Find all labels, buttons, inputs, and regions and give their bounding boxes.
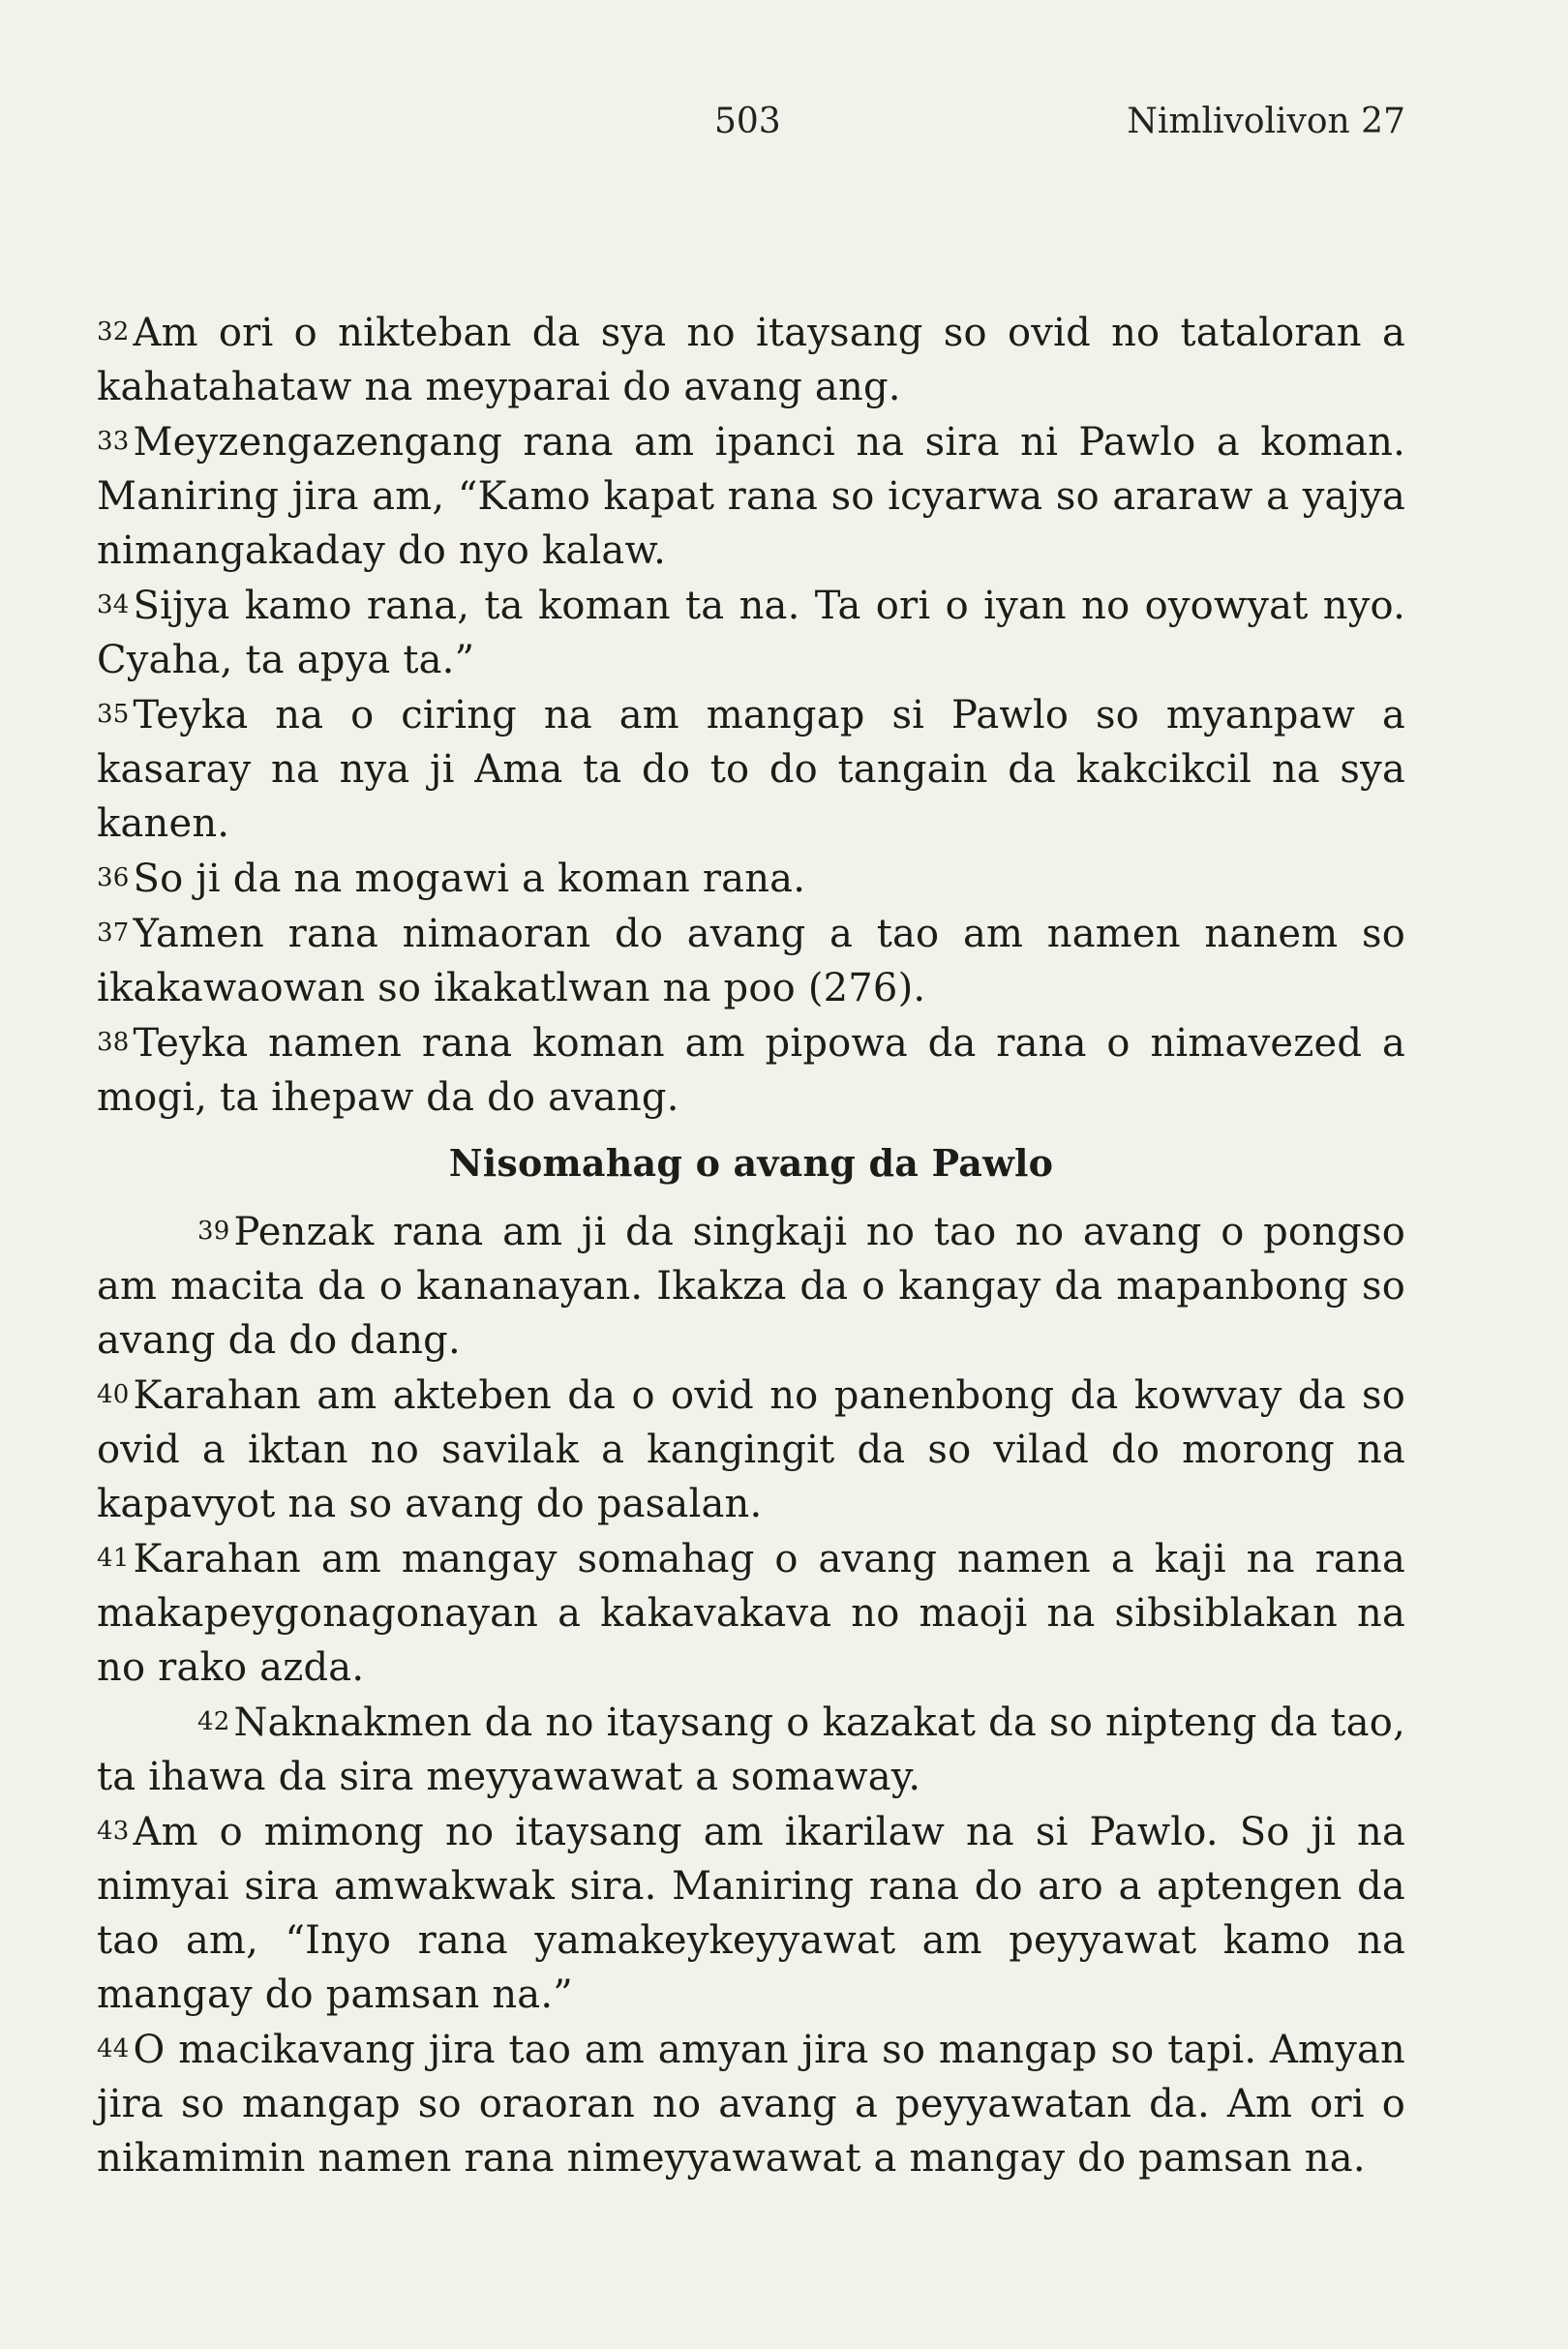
verse-text: Karahan am mangay somahag o avang namen a kaji na rana makapeygonagonayan a kakavakava no maoji na sibsiblakan na no rako azda.: [97, 1537, 1405, 1690]
verse-number: 42: [197, 1707, 230, 1736]
verse-text: Yamen rana nimaoran do avang a tao am namen nanem so ikakawaowan so ikakatlwan na poo (276).: [97, 912, 1405, 1010]
verse: [97, 687, 1405, 851]
verse-number: 32: [97, 317, 130, 346]
verse-text: Sijya kamo rana, ta koman ta na. Ta ori o iyan no oyowyat nyo. Cyaha, ta apya ta.”: [97, 584, 1405, 682]
verse: [97, 1204, 1405, 1368]
verse: [97, 414, 1405, 578]
verse-text: So ji da na mogawi a koman rana.: [133, 857, 806, 901]
book-page: [97, 92, 1405, 2185]
text-body: [97, 305, 1405, 2185]
verse: [97, 2022, 1405, 2185]
verse: [97, 851, 1405, 906]
verse: [97, 906, 1405, 1015]
verse-text: Teyka namen rana koman am pipowa da rana o nimavezed a mogi, ta ihepaw da do avang.: [97, 1021, 1405, 1120]
verse: [97, 1695, 1405, 1804]
verse: [97, 305, 1405, 414]
verse: [97, 1804, 1405, 2022]
section-heading: Nisomahag o avang da Pawlo: [448, 1141, 1054, 1185]
verse-number: 33: [97, 427, 130, 456]
verse-text: Meyzengazengang rana am ipanci na sira ni Pawlo a koman. Maniring jira am, “Kamo kapat rana so icyarwa so araraw a yajya nimangakaday do nyo kalaw.: [97, 420, 1405, 573]
verse: [97, 1531, 1405, 1695]
verse-number: 44: [97, 2034, 130, 2063]
running-head: [97, 92, 1405, 150]
page-number: 503: [714, 102, 781, 141]
verse-number: 39: [197, 1217, 230, 1246]
verse-number: 36: [97, 863, 130, 892]
verse-number: 37: [97, 919, 130, 948]
verse-number: 35: [97, 700, 130, 729]
verse-text: Am o mimong no itaysang am ikarilaw na si Pawlo. So ji na nimyai sira amwakwak sira. Maniring rana do aro a aptengen da tao am, “Inyo rana yamakeykeyyawat am peyyawat kamo na mangay do pamsan na.”: [97, 1810, 1405, 2017]
verse-number: 34: [97, 590, 130, 619]
verse-number: 41: [97, 1544, 130, 1573]
verse-text: Penzak rana am ji da singkaji no tao no avang o pongso am macita da o kananayan. Ikakza da o kangay da mapanbong so avang da do dang.: [97, 1210, 1405, 1363]
verse-text: Naknakmen da no itaysang o kazakat da so nipteng da tao, ta ihawa da sira meyyawawat a somaway.: [97, 1701, 1405, 1799]
verse-number: 40: [97, 1380, 130, 1409]
verse-number: 38: [97, 1028, 130, 1057]
verse: [97, 578, 1405, 687]
verse-text: Teyka na o ciring na am mangap si Pawlo so myanpaw a kasaray na nya ji Ama ta do to do tangain da kakcikcil na sya kanen.: [97, 693, 1405, 846]
verse: [97, 1368, 1405, 1531]
verse-text: Am ori o nikteban da sya no itaysang so ovid no tataloran a kahatahataw na meyparai do avang ang.: [97, 311, 1405, 409]
verse: [97, 1015, 1405, 1125]
verse-text: Karahan am akteben da o ovid no panenbong da kowvay da so ovid a iktan no savilak a kangingit da so vilad do morong na kapavyot na so avang do pasalan.: [97, 1373, 1405, 1526]
verse-text: O macikavang jira tao am amyan jira so mangap so tapi. Amyan jira so mangap so oraoran no avang a peyyawatan da. Am ori o nikamimin namen rana nimeyyawawat a mangay do pamsan na.: [97, 2028, 1405, 2181]
verse-number: 43: [97, 1817, 130, 1846]
book-chapter-title: Nimlivolivon 27: [1127, 102, 1405, 141]
